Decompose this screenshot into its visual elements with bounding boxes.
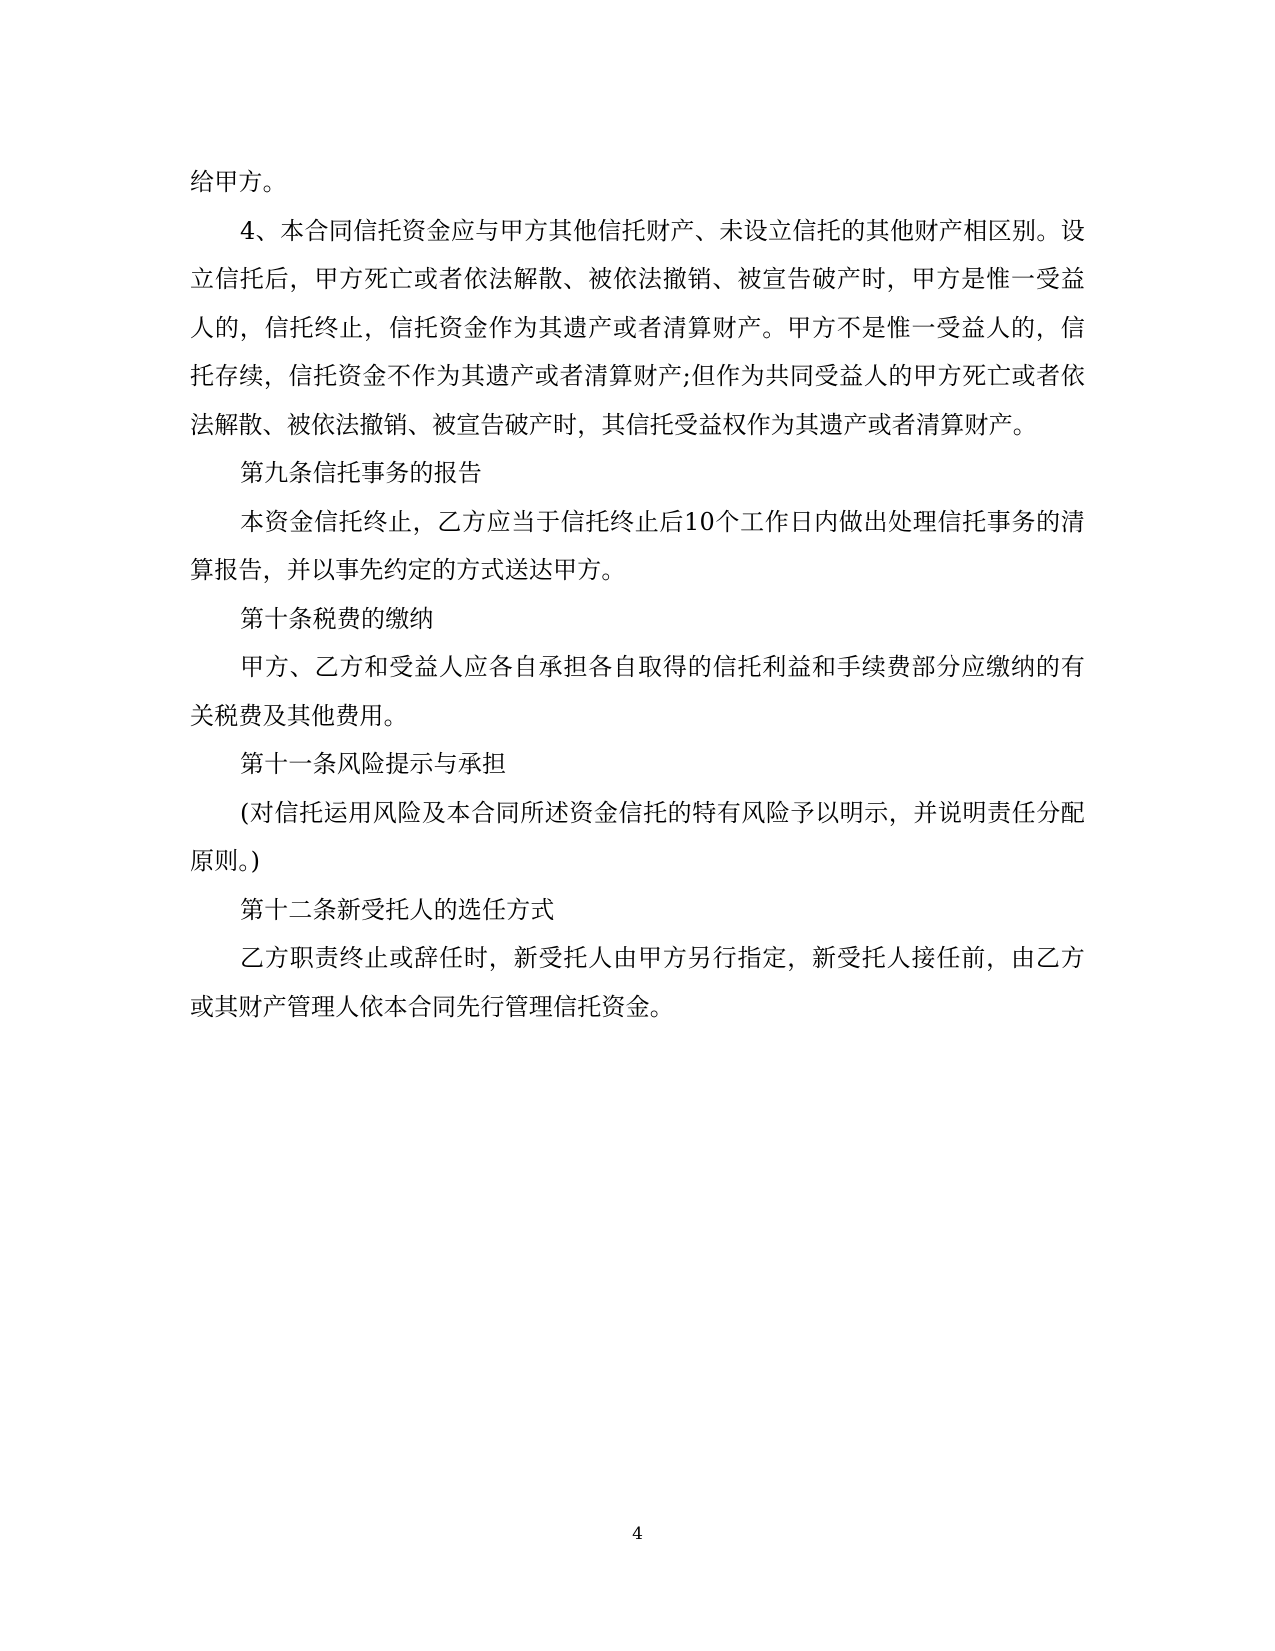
section-heading-article-11: 第十一条风险提示与承担 bbox=[240, 750, 507, 778]
document-body bbox=[190, 158, 1085, 1031]
paragraph-article-9: 本资金信托终止，乙方应当于信托终止后10个工作日内做出处理信托事务的清算报告，并以事先约定的方式送达甲方。 bbox=[190, 507, 1085, 584]
section-heading-article-12: 第十二条新受托人的选任方式 bbox=[240, 895, 555, 924]
section-heading-article-10: 第十条税费的缴纳 bbox=[240, 604, 434, 633]
page-number: 4 bbox=[632, 1524, 643, 1544]
paragraph-clause-4: 4、本合同信托资金应与甲方其他信托财产、未设立信托的其他财产相区别。设立信托后，甲方死亡或者依法解散、被依法撤销、被宣告破产时，甲方是惟一受益人的，信托终止，信托资金作为其遗产或者清算财产。甲方不是惟一受益人的，信托存续，信托资金不作为其遗产或者清算财产;但作为共同受益人的甲方死亡或者依法解散、被依法撤销、被宣告破产时，其信托受益权作为其遗产或者清算财产。 bbox=[190, 216, 1085, 439]
paragraph-continuation: 给甲方。 bbox=[190, 168, 287, 196]
paragraph-article-12: 乙方职责终止或辞任时，新受托人由甲方另行指定，新受托人接任前，由乙方或其财产管理人依本合同先行管理信托资金。 bbox=[190, 944, 1085, 1021]
section-heading-article-9: 第九条信托事务的报告 bbox=[240, 459, 482, 487]
paragraph-article-10: 甲方、乙方和受益人应各自承担各自取得的信托利益和手续费部分应缴纳的有关税费及其他费用。 bbox=[190, 653, 1085, 730]
paragraph-article-11: (对信托运用风险及本合同所述资金信托的特有风险予以明示，并说明责任分配原则。) bbox=[190, 798, 1085, 875]
